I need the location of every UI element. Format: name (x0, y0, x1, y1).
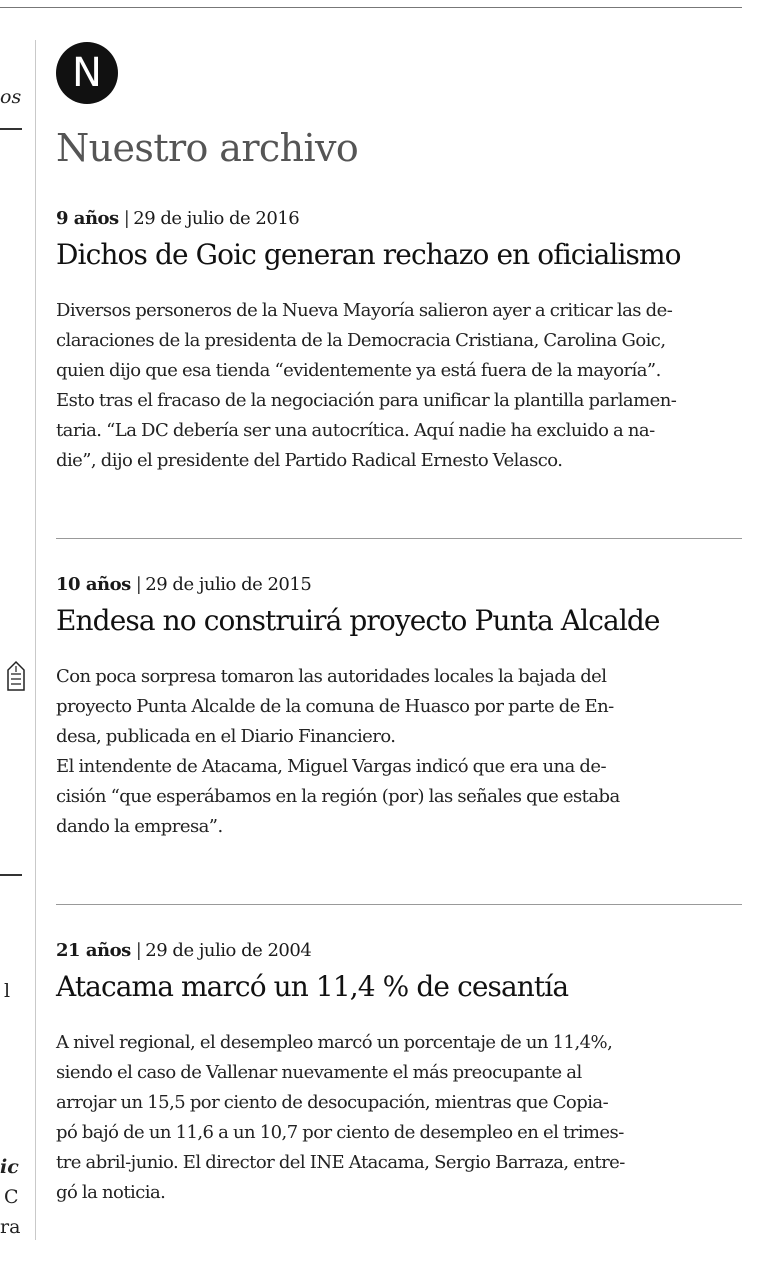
body-line: pó bajó de un 11,6 a un 10,7 por ciento de desempleo en el trimes- (56, 1122, 624, 1143)
body-line: arrojar un 15,5 por ciento de desocupación, mientras que Copia- (56, 1092, 609, 1113)
archive-entry (56, 574, 746, 842)
body-line: gó la noticia. (56, 1182, 166, 1203)
column-divider (35, 40, 36, 1240)
entry-years-ago: 10 años (56, 574, 131, 595)
body-line: desa, publicada en el Diario Financiero. (56, 726, 396, 747)
entry-divider (56, 904, 742, 905)
body-line: A nivel regional, el desempleo marcó un porcentaje de un 11,4%, (56, 1032, 613, 1053)
body-line: dando la empresa”. (56, 816, 223, 837)
entry-kicker (56, 574, 746, 596)
section-title: Nuestro archivo (56, 126, 359, 170)
left-column-fragment: l (4, 980, 11, 1002)
body-line: tre abril-junio. El director del INE Atacama, Sergio Barraza, entre- (56, 1152, 625, 1173)
entry-body (56, 1028, 746, 1208)
entry-body (56, 296, 746, 476)
entry-years-ago: 9 años (56, 208, 119, 229)
entry-headline: Atacama marcó un 11,4 % de cesantía (56, 970, 569, 1003)
body-line: Esto tras el fracaso de la negociación para unificar la plantilla parlamen- (56, 390, 677, 411)
body-line: Diversos personeros de la Nueva Mayoría salieron ayer a criticar las de- (56, 300, 673, 321)
top-rule (0, 7, 742, 8)
left-column-building-icon (6, 660, 26, 697)
left-column-rule (0, 128, 22, 130)
body-line: cisión “que esperábamos en la región (por) las señales que estaba (56, 786, 620, 807)
body-line: proyecto Punta Alcalde de la comuna de Huasco por parte de En- (56, 696, 614, 717)
archive-entry (56, 208, 746, 476)
kicker-separator: | (135, 940, 142, 961)
body-line: siendo el caso de Vallenar nuevamente el más preocupante al (56, 1062, 582, 1083)
entry-headline: Endesa no construirá proyecto Punta Alcalde (56, 604, 660, 637)
body-line: quien dijo que esa tienda “evidentemente ya está fuera de la mayoría”. (56, 360, 661, 381)
kicker-separator: | (123, 208, 130, 229)
entry-years-ago: 21 años (56, 940, 131, 961)
body-line: claraciones de la presidenta de la Democracia Cristiana, Carolina Goic, (56, 330, 666, 351)
body-line: taria. “La DC debería ser una autocrítica. Aquí nadie ha excluido a na- (56, 420, 655, 441)
body-line: die”, dijo el presidente del Partido Radical Ernesto Velasco. (56, 450, 563, 471)
entry-date: 29 de julio de 2015 (145, 574, 312, 595)
entry-divider (56, 538, 742, 539)
body-line: El intendente de Atacama, Miguel Vargas indicó que era una de- (56, 756, 607, 777)
left-column-fragment: os (0, 86, 22, 108)
entry-headline: Dichos de Goic generan rechazo en oficialismo (56, 238, 681, 271)
left-column-fragment: C (4, 1186, 19, 1208)
kicker-separator: | (135, 574, 142, 595)
entry-date: 29 de julio de 2004 (145, 940, 312, 961)
left-column-fragment: ra (0, 1216, 21, 1238)
archive-entry (56, 940, 746, 1208)
entry-kicker (56, 940, 746, 962)
entry-kicker (56, 208, 746, 230)
entry-date: 29 de julio de 2016 (133, 208, 300, 229)
left-column-fragment: ic (0, 1156, 19, 1178)
section-logo-badge: N (56, 42, 118, 104)
entry-body (56, 662, 746, 842)
left-column-rule (0, 874, 22, 876)
body-line: Con poca sorpresa tomaron las autoridades locales la bajada del (56, 666, 607, 687)
